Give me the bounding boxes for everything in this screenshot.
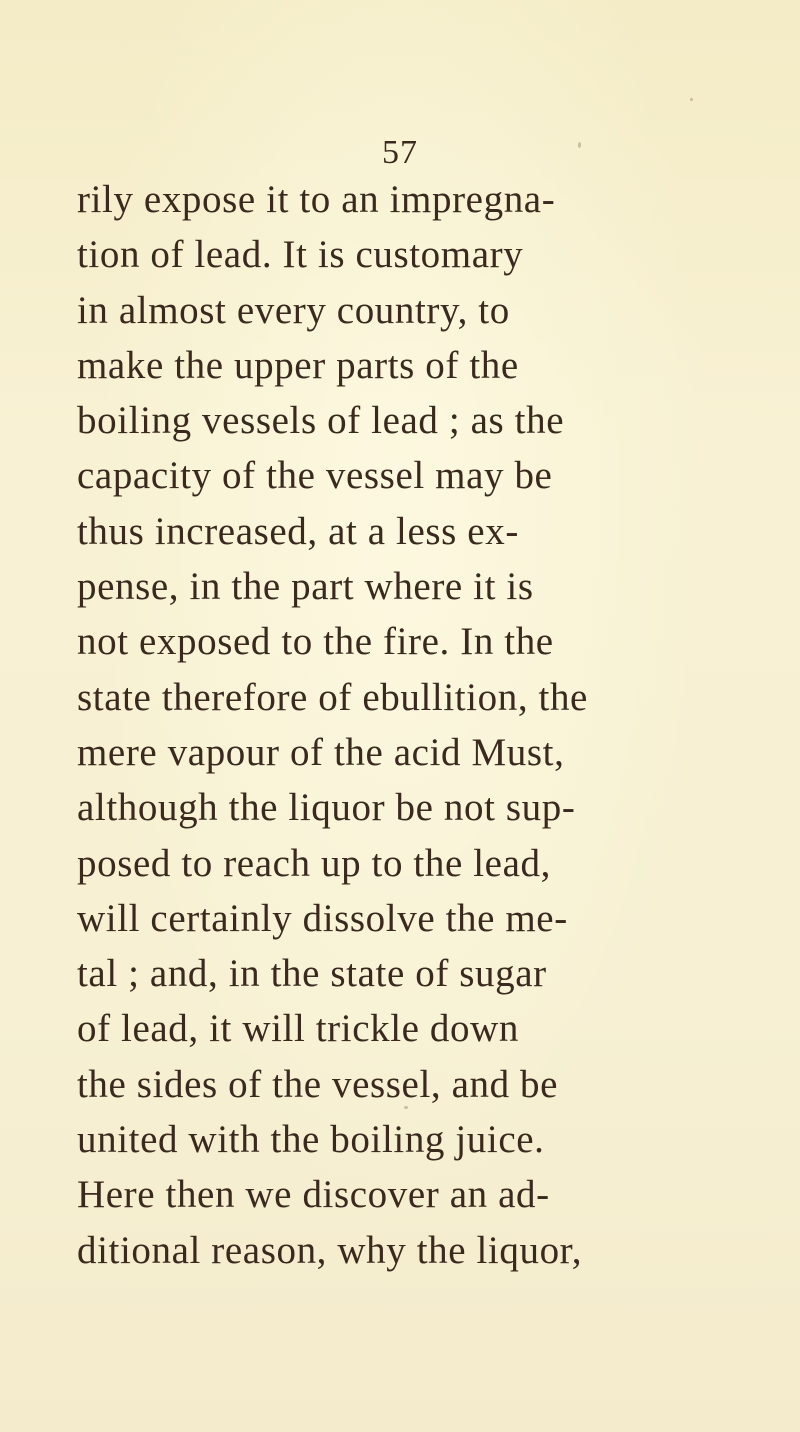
text-line: rily expose it to an impregna- [77,178,556,221]
text-line: the sides of the vessel, and be [77,1062,559,1106]
text-line: boiling vessels of lead ; as the [77,399,565,443]
text-line: state therefore of ebullition, the [77,675,588,719]
page-number: 57 [382,134,418,171]
text-line: Here then we discover an ad- [77,1173,550,1217]
text-line: ditional reason, why the liquor, [77,1228,583,1272]
text-line: tion of lead. It is customary [77,233,524,277]
body-text [77,172,617,1278]
text-line: thus increased, at a less ex- [77,509,519,553]
text-line: in almost every country, to [77,288,510,332]
text-line: pense, in the part where it is [77,565,534,609]
text-line: united with the boiling juice. [77,1118,545,1162]
text-line: although the liquor be not sup- [77,786,576,830]
text-line: mere vapour of the acid Must, [77,730,565,774]
text-line: not exposed to the fire. In the [77,620,554,664]
text-line: capacity of the vessel may be [77,454,553,498]
text-line: of lead, it will trickle down [77,1007,519,1051]
text-line: make the upper parts of the [77,343,519,387]
text-line: posed to reach up to the lead, [77,841,551,885]
text-line: will certainly dissolve the me- [77,896,568,940]
paper-speck [690,98,693,101]
text-line: tal ; and, in the state of sugar [77,952,547,996]
